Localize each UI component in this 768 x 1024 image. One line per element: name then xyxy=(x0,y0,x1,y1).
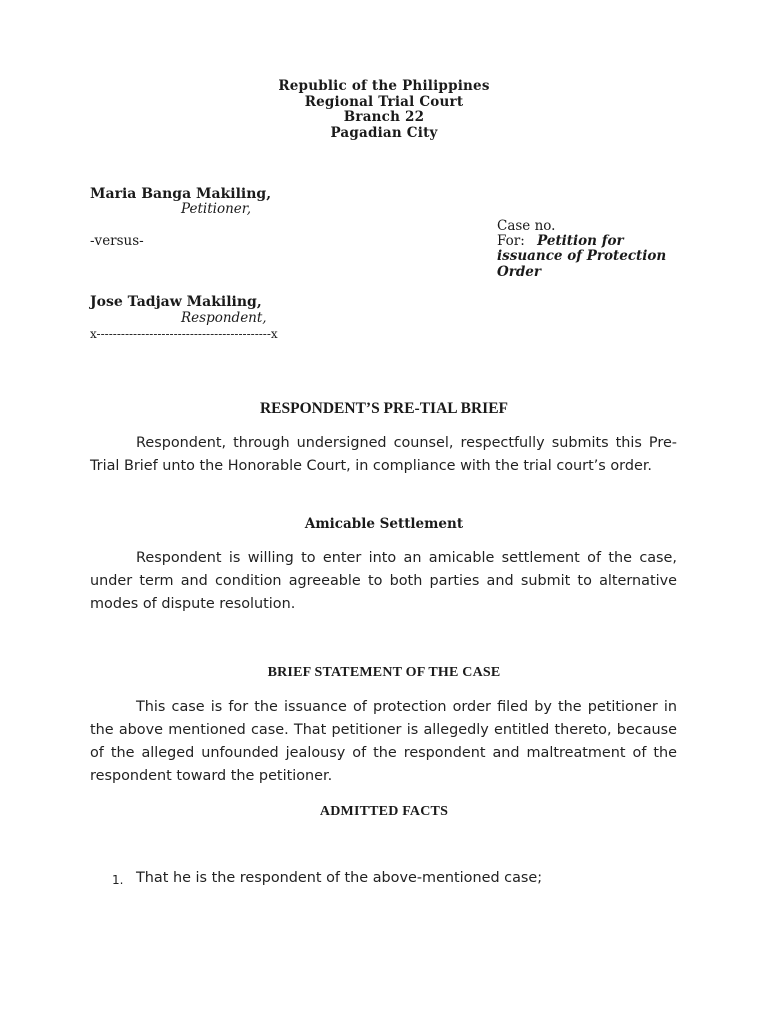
petitioner-role: Petitioner, xyxy=(181,201,252,217)
fact-text: That he is the respondent of the above-mentioned case; xyxy=(136,870,543,886)
case-for-value-line2: issuance of Protection xyxy=(497,248,667,264)
respondent-name: Jose Tadjaw Makiling, xyxy=(90,294,262,310)
statement-heading: BRIEF STATEMENT OF THE CASE xyxy=(267,665,501,680)
petitioner-name: Maria Banga Makiling, xyxy=(90,186,272,202)
amicable-heading: Amicable Settlement xyxy=(304,516,464,532)
statement-paragraph: This case is for the issuance of protection order filed by the petitioner in the above mentioned case. That petitioner is allegedly entitled thereto, because of the alleged unfounded jealousy of the respondent and maltreatment of the respondent toward the petitioner. xyxy=(90,699,677,784)
amicable-paragraph: Respondent is willing to enter into an amicable settlement of the case, under term and condition agreeable to both parties and submit to alternative modes of dispute resolution. xyxy=(90,550,677,612)
case-for-label: For: xyxy=(497,233,525,249)
court-branch: Branch 22 xyxy=(343,109,425,125)
respondent-role: Respondent, xyxy=(181,310,267,326)
court-name: Regional Trial Court xyxy=(304,94,464,110)
case-for-value-line1: Petition for xyxy=(537,233,624,249)
case-for-value-line3: Order xyxy=(497,264,542,280)
case-for-row xyxy=(497,233,624,249)
court-city: Pagadian City xyxy=(330,125,438,141)
admitted-heading: ADMITTED FACTS xyxy=(319,804,449,819)
versus-label: -versus- xyxy=(90,233,144,249)
brief-title: RESPONDENT’S PRE-TIAL BRIEF xyxy=(259,400,509,417)
fact-number: 1. xyxy=(112,873,124,887)
intro-paragraph: Respondent, through undersigned counsel, respectfully submits this Pre-Trial Brief unto the Honorable Court, in compliance with the trial court’s order. xyxy=(90,435,677,474)
caption-divider: x-------------------------------------------x xyxy=(90,327,278,341)
case-no-label: Case no. xyxy=(497,218,556,234)
court-country: Republic of the Philippines xyxy=(278,78,490,94)
